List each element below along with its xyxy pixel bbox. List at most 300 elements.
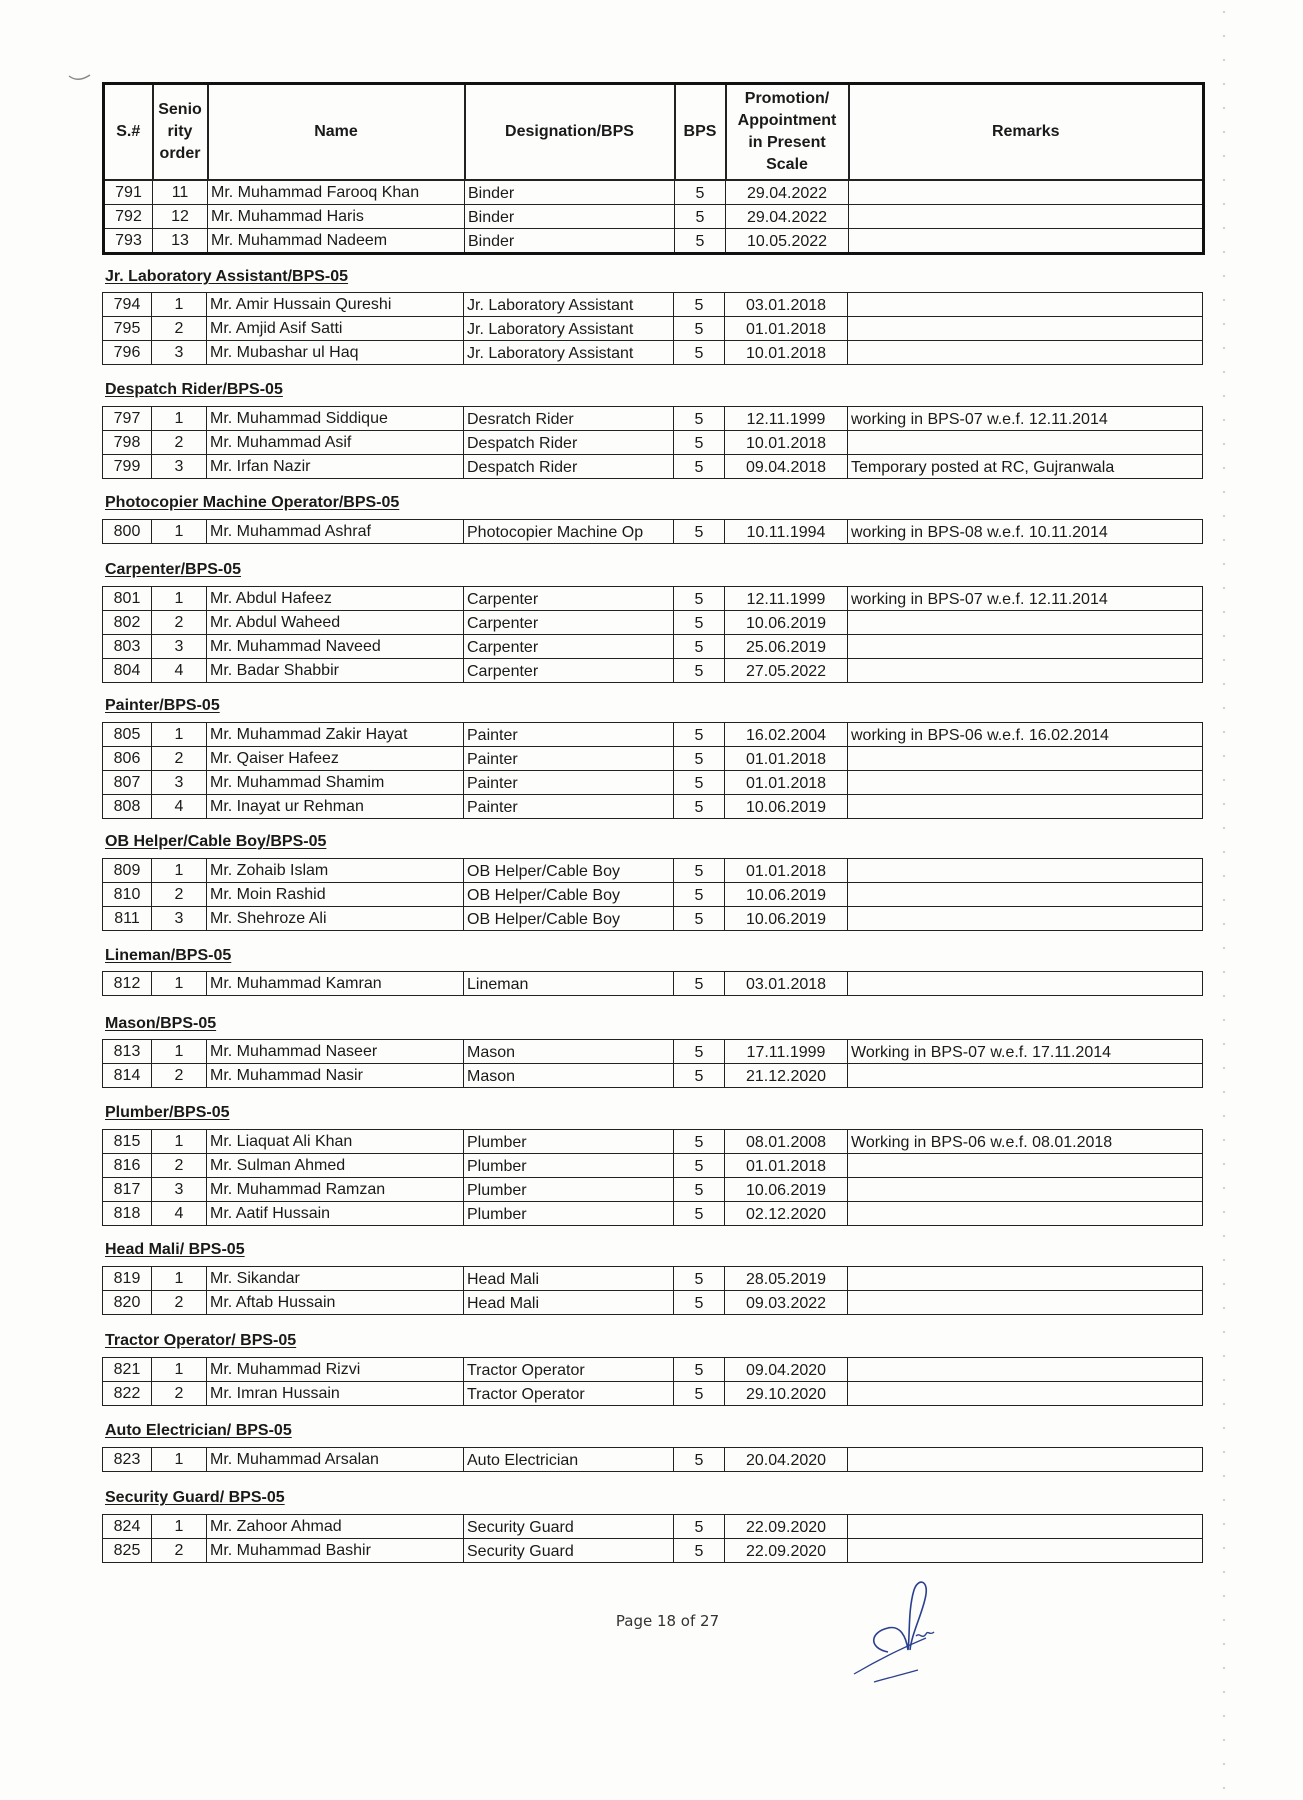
cell-designation: Security Guard <box>464 1539 674 1563</box>
cell-name: Mr. Irfan Nazir <box>207 455 464 479</box>
cell-sno: 817 <box>103 1178 152 1202</box>
table-row <box>103 1178 1203 1202</box>
cell-designation: Mason <box>464 1064 674 1088</box>
cell-seniority: 2 <box>152 611 207 635</box>
cell-name: Mr. Mubashar ul Haq <box>207 341 464 365</box>
cell-seniority: 1 <box>152 293 207 317</box>
cell-sno: 795 <box>103 317 152 341</box>
cell-date: 17.11.1999 <box>725 1040 848 1064</box>
cell-bps: 5 <box>674 1539 725 1563</box>
cell-bps: 5 <box>674 1130 725 1154</box>
table-row <box>103 1267 1203 1291</box>
table-row <box>103 407 1203 431</box>
section-table <box>102 292 1203 365</box>
cell-sno: 808 <box>103 795 152 819</box>
cell-name: Mr. Muhammad Siddique <box>207 407 464 431</box>
cell-sno: 803 <box>103 635 152 659</box>
cell-date: 10.06.2019 <box>725 1178 848 1202</box>
cell-remarks <box>848 1291 1203 1315</box>
cell-designation: Plumber <box>464 1154 674 1178</box>
cell-bps: 5 <box>674 747 725 771</box>
cell-remarks <box>849 205 1204 229</box>
cell-seniority: 3 <box>152 1178 207 1202</box>
cell-designation: Tractor Operator <box>464 1358 674 1382</box>
cell-designation: Carpenter <box>464 635 674 659</box>
cell-remarks: working in BPS-07 w.e.f. 12.11.2014 <box>848 587 1203 611</box>
cell-designation: Painter <box>464 795 674 819</box>
cell-date: 08.01.2008 <box>725 1130 848 1154</box>
cell-date: 01.01.2018 <box>725 771 848 795</box>
cell-sno: 819 <box>103 1267 152 1291</box>
cell-designation: Binder <box>465 205 675 229</box>
table-row <box>103 520 1203 544</box>
cell-date: 27.05.2022 <box>725 659 848 683</box>
scan-mark-icon <box>68 73 92 83</box>
col-header-bps: BPS <box>675 84 726 181</box>
cell-designation: Plumber <box>464 1202 674 1226</box>
cell-name: Mr. Inayat ur Rehman <box>207 795 464 819</box>
cell-bps: 5 <box>675 180 726 205</box>
cell-sno: 805 <box>103 723 152 747</box>
cell-bps: 5 <box>674 520 725 544</box>
page-footer <box>0 1612 1303 1630</box>
cell-sno: 820 <box>103 1291 152 1315</box>
cell-name: Mr. Muhammad Zakir Hayat <box>207 723 464 747</box>
cell-remarks: working in BPS-08 w.e.f. 10.11.2014 <box>848 520 1203 544</box>
cell-date: 10.06.2019 <box>725 611 848 635</box>
cell-name: Mr. Zahoor Ahmad <box>207 1515 464 1539</box>
section-title: Carpenter/BPS-05 <box>105 561 242 578</box>
cell-designation: Tractor Operator <box>464 1382 674 1406</box>
col-header-seniority <box>153 84 208 181</box>
cell-remarks <box>848 747 1203 771</box>
table-row <box>103 659 1203 683</box>
cell-seniority: 4 <box>152 795 207 819</box>
cell-remarks: Working in BPS-06 w.e.f. 08.01.2018 <box>848 1130 1203 1154</box>
cell-seniority: 3 <box>152 635 207 659</box>
cell-seniority: 1 <box>152 1448 207 1472</box>
section-title: Auto Electrician/ BPS-05 <box>105 1422 292 1439</box>
cell-seniority: 1 <box>152 1040 207 1064</box>
section-table <box>102 586 1203 683</box>
cell-designation: Despatch Rider <box>464 431 674 455</box>
cell-bps: 5 <box>674 1154 725 1178</box>
cell-name: Mr. Muhammad Kamran <box>207 972 464 996</box>
cell-date: 01.01.2018 <box>725 859 848 883</box>
cell-date: 10.01.2018 <box>725 431 848 455</box>
cell-date: 10.06.2019 <box>725 907 848 931</box>
cell-remarks <box>848 859 1203 883</box>
col-header-designation: Designation/BPS <box>465 84 675 181</box>
cell-bps: 5 <box>674 1382 725 1406</box>
cell-remarks <box>848 341 1203 365</box>
section-table <box>102 1514 1203 1563</box>
cell-remarks: Working in BPS-07 w.e.f. 17.11.2014 <box>848 1040 1203 1064</box>
cell-seniority: 1 <box>152 1358 207 1382</box>
cell-seniority: 2 <box>152 1154 207 1178</box>
cell-designation: Auto Electrician <box>464 1448 674 1472</box>
cell-name: Mr. Muhammad Nadeem <box>208 229 465 254</box>
table-row <box>103 1291 1203 1315</box>
cell-date: 01.01.2018 <box>725 1154 848 1178</box>
cell-date: 10.06.2019 <box>725 883 848 907</box>
table-row <box>104 180 1204 205</box>
cell-bps: 5 <box>674 972 725 996</box>
cell-designation: Carpenter <box>464 587 674 611</box>
cell-name: Mr. Muhammad Ramzan <box>207 1178 464 1202</box>
cell-remarks <box>848 659 1203 683</box>
cell-date: 02.12.2020 <box>725 1202 848 1226</box>
table-row <box>103 1448 1203 1472</box>
cell-sno: 816 <box>103 1154 152 1178</box>
cell-date: 20.04.2020 <box>725 1448 848 1472</box>
cell-name: Mr. Muhammad Nasir <box>207 1064 464 1088</box>
cell-bps: 5 <box>674 907 725 931</box>
cell-remarks <box>848 1178 1203 1202</box>
cell-date: 10.05.2022 <box>726 229 849 254</box>
header-row <box>104 84 1204 181</box>
col-header-promotion-line: Scale <box>766 156 808 173</box>
table-row <box>103 1515 1203 1539</box>
table-row <box>103 859 1203 883</box>
cell-seniority: 13 <box>153 229 208 254</box>
cell-bps: 5 <box>675 229 726 254</box>
cell-designation: Jr. Laboratory Assistant <box>464 317 674 341</box>
cell-date: 10.01.2018 <box>725 341 848 365</box>
cell-sno: 804 <box>103 659 152 683</box>
cell-sno: 822 <box>103 1382 152 1406</box>
table-row <box>103 1040 1203 1064</box>
cell-sno: 821 <box>103 1358 152 1382</box>
cell-designation: Painter <box>464 747 674 771</box>
cell-name: Mr. Shehroze Ali <box>207 907 464 931</box>
table-row <box>103 1358 1203 1382</box>
cell-seniority: 3 <box>152 455 207 479</box>
cell-designation: Painter <box>464 771 674 795</box>
cell-designation: Security Guard <box>464 1515 674 1539</box>
cell-remarks <box>848 611 1203 635</box>
cell-remarks <box>848 293 1203 317</box>
table-row <box>103 883 1203 907</box>
cell-name: Mr. Muhammad Haris <box>208 205 465 229</box>
scan-edge-dots <box>1222 0 1226 1800</box>
cell-remarks <box>848 317 1203 341</box>
cell-sno: 818 <box>103 1202 152 1226</box>
cell-sno: 796 <box>103 341 152 365</box>
cell-remarks <box>848 771 1203 795</box>
cell-bps: 5 <box>674 407 725 431</box>
table-row <box>103 341 1203 365</box>
cell-remarks <box>848 795 1203 819</box>
cell-remarks <box>848 635 1203 659</box>
cell-name: Mr. Aftab Hussain <box>207 1291 464 1315</box>
cell-designation: OB Helper/Cable Boy <box>464 859 674 883</box>
top-rows <box>104 180 1204 254</box>
signature-icon <box>848 1570 958 1690</box>
cell-name: Mr. Abdul Waheed <box>207 611 464 635</box>
cell-sno: 824 <box>103 1515 152 1539</box>
section-title: Lineman/BPS-05 <box>105 947 232 964</box>
cell-bps: 5 <box>674 1202 725 1226</box>
section-table <box>102 406 1203 479</box>
cell-remarks <box>848 1515 1203 1539</box>
col-header-promotion <box>726 84 849 181</box>
cell-sno: 815 <box>103 1130 152 1154</box>
cell-seniority: 2 <box>152 1064 207 1088</box>
cell-seniority: 2 <box>152 883 207 907</box>
cell-bps: 5 <box>674 859 725 883</box>
section-table <box>102 1039 1203 1088</box>
cell-remarks <box>848 883 1203 907</box>
cell-date: 29.10.2020 <box>725 1382 848 1406</box>
table-row <box>103 1154 1203 1178</box>
cell-remarks <box>848 1267 1203 1291</box>
section-table <box>102 1129 1203 1226</box>
cell-name: Mr. Sulman Ahmed <box>207 1154 464 1178</box>
cell-name: Mr. Aatif Hussain <box>207 1202 464 1226</box>
cell-name: Mr. Imran Hussain <box>207 1382 464 1406</box>
cell-date: 01.01.2018 <box>725 747 848 771</box>
cell-seniority: 1 <box>152 520 207 544</box>
cell-date: 10.06.2019 <box>725 795 848 819</box>
table-row <box>103 795 1203 819</box>
cell-sno: 800 <box>103 520 152 544</box>
cell-seniority: 3 <box>152 341 207 365</box>
table-row <box>103 771 1203 795</box>
cell-name: Mr. Sikandar <box>207 1267 464 1291</box>
cell-bps: 5 <box>674 1178 725 1202</box>
cell-date: 01.01.2018 <box>725 317 848 341</box>
cell-designation: Despatch Rider <box>464 455 674 479</box>
cell-remarks <box>848 1358 1203 1382</box>
cell-designation: Jr. Laboratory Assistant <box>464 341 674 365</box>
section-title: Head Mali/ BPS-05 <box>105 1241 245 1258</box>
cell-designation: Carpenter <box>464 659 674 683</box>
cell-date: 22.09.2020 <box>725 1539 848 1563</box>
section-table <box>102 519 1203 544</box>
cell-name: Mr. Amjid Asif Satti <box>207 317 464 341</box>
table-row <box>103 907 1203 931</box>
cell-designation: Carpenter <box>464 611 674 635</box>
cell-name: Mr. Liaquat Ali Khan <box>207 1130 464 1154</box>
cell-remarks <box>848 1539 1203 1563</box>
cell-seniority: 1 <box>152 1267 207 1291</box>
cell-bps: 5 <box>674 1064 725 1088</box>
section-table <box>102 971 1203 996</box>
cell-remarks: working in BPS-06 w.e.f. 16.02.2014 <box>848 723 1203 747</box>
cell-date: 29.04.2022 <box>726 205 849 229</box>
table-row <box>103 723 1203 747</box>
cell-designation: Photocopier Machine Op <box>464 520 674 544</box>
cell-remarks <box>849 180 1204 205</box>
cell-sno: 802 <box>103 611 152 635</box>
cell-designation: Desratch Rider <box>464 407 674 431</box>
section-title: Despatch Rider/BPS-05 <box>105 381 283 398</box>
header-table <box>102 82 1205 255</box>
col-header-sno: S.# <box>104 84 153 181</box>
cell-bps: 5 <box>674 293 725 317</box>
cell-seniority: 1 <box>152 407 207 431</box>
table-row <box>103 747 1203 771</box>
cell-date: 09.04.2018 <box>725 455 848 479</box>
cell-name: Mr. Muhammad Ashraf <box>207 520 464 544</box>
cell-remarks: Temporary posted at RC, Gujranwala <box>848 455 1203 479</box>
section-title: Plumber/BPS-05 <box>105 1104 230 1121</box>
cell-date: 21.12.2020 <box>725 1064 848 1088</box>
cell-sno: 813 <box>103 1040 152 1064</box>
cell-seniority: 1 <box>152 723 207 747</box>
cell-name: Mr. Muhammad Bashir <box>207 1539 464 1563</box>
table-row <box>103 1202 1203 1226</box>
cell-remarks <box>848 1202 1203 1226</box>
section-table <box>102 1357 1203 1406</box>
table-row <box>103 1539 1203 1563</box>
cell-sno: 794 <box>103 293 152 317</box>
cell-seniority: 4 <box>152 1202 207 1226</box>
cell-sno: 825 <box>103 1539 152 1563</box>
cell-name: Mr. Muhammad Arsalan <box>207 1448 464 1472</box>
table-row <box>103 611 1203 635</box>
cell-seniority: 1 <box>152 859 207 883</box>
cell-bps: 5 <box>674 455 725 479</box>
col-header-name: Name <box>208 84 465 181</box>
cell-name: Mr. Muhammad Naseer <box>207 1040 464 1064</box>
cell-sno: 801 <box>103 587 152 611</box>
cell-seniority: 2 <box>152 1539 207 1563</box>
cell-sno: 797 <box>103 407 152 431</box>
col-header-promotion-line: Appointment <box>737 112 837 129</box>
table-row <box>103 455 1203 479</box>
cell-seniority: 3 <box>152 907 207 931</box>
cell-date: 12.11.1999 <box>725 587 848 611</box>
cell-designation: Painter <box>464 723 674 747</box>
cell-name: Mr. Badar Shabbir <box>207 659 464 683</box>
cell-seniority: 2 <box>152 1382 207 1406</box>
cell-remarks <box>849 229 1204 254</box>
table-row <box>103 293 1203 317</box>
cell-name: Mr. Muhammad Asif <box>207 431 464 455</box>
cell-sno: 810 <box>103 883 152 907</box>
section-table <box>102 722 1203 819</box>
cell-name: Mr. Muhammad Shamim <box>207 771 464 795</box>
cell-bps: 5 <box>674 1448 725 1472</box>
cell-bps: 5 <box>674 587 725 611</box>
table-row <box>103 587 1203 611</box>
cell-date: 25.06.2019 <box>725 635 848 659</box>
cell-designation: Lineman <box>464 972 674 996</box>
col-header-seniority-line: rity <box>167 123 193 140</box>
table-row <box>103 972 1203 996</box>
col-header-promotion-line: Promotion/ <box>744 90 830 107</box>
cell-bps: 5 <box>674 883 725 907</box>
cell-bps: 5 <box>675 205 726 229</box>
section-table <box>102 858 1203 931</box>
cell-bps: 5 <box>674 431 725 455</box>
cell-date: 12.11.1999 <box>725 407 848 431</box>
cell-date: 03.01.2018 <box>725 293 848 317</box>
cell-seniority: 12 <box>153 205 208 229</box>
cell-designation: Plumber <box>464 1178 674 1202</box>
cell-seniority: 1 <box>152 1515 207 1539</box>
cell-name: Mr. Qaiser Hafeez <box>207 747 464 771</box>
cell-date: 28.05.2019 <box>725 1267 848 1291</box>
cell-bps: 5 <box>674 723 725 747</box>
cell-sno: 814 <box>103 1064 152 1088</box>
cell-sno: 792 <box>104 205 153 229</box>
cell-date: 09.04.2020 <box>725 1358 848 1382</box>
cell-remarks <box>848 431 1203 455</box>
table-row <box>104 229 1204 254</box>
cell-seniority: 2 <box>152 431 207 455</box>
cell-seniority: 1 <box>152 972 207 996</box>
cell-date: 22.09.2020 <box>725 1515 848 1539</box>
cell-remarks <box>848 1154 1203 1178</box>
table-row <box>103 431 1203 455</box>
cell-bps: 5 <box>674 1358 725 1382</box>
cell-sno: 806 <box>103 747 152 771</box>
cell-date: 16.02.2004 <box>725 723 848 747</box>
section-title: Security Guard/ BPS-05 <box>105 1489 285 1506</box>
cell-sno: 807 <box>103 771 152 795</box>
col-header-seniority-line: order <box>159 145 201 162</box>
table-row <box>103 317 1203 341</box>
section-title: Tractor Operator/ BPS-05 <box>105 1332 297 1349</box>
section-title: OB Helper/Cable Boy/BPS-05 <box>105 833 327 850</box>
cell-remarks: working in BPS-07 w.e.f. 12.11.2014 <box>848 407 1203 431</box>
cell-seniority: 2 <box>152 1291 207 1315</box>
cell-sno: 809 <box>103 859 152 883</box>
section-table <box>102 1266 1203 1315</box>
cell-date: 10.11.1994 <box>725 520 848 544</box>
cell-remarks <box>848 972 1203 996</box>
cell-sno: 798 <box>103 431 152 455</box>
cell-seniority: 2 <box>152 317 207 341</box>
cell-name: Mr. Amir Hussain Qureshi <box>207 293 464 317</box>
cell-designation: Head Mali <box>464 1267 674 1291</box>
cell-bps: 5 <box>674 1515 725 1539</box>
cell-name: Mr. Moin Rashid <box>207 883 464 907</box>
cell-date: 03.01.2018 <box>725 972 848 996</box>
section-title: Mason/BPS-05 <box>105 1015 217 1032</box>
page-number: Page 18 of 27 <box>615 1612 720 1630</box>
table-row <box>104 205 1204 229</box>
cell-bps: 5 <box>674 1291 725 1315</box>
cell-name: Mr. Abdul Hafeez <box>207 587 464 611</box>
cell-bps: 5 <box>674 659 725 683</box>
col-header-remarks: Remarks <box>849 84 1204 181</box>
cell-name: Mr. Muhammad Naveed <box>207 635 464 659</box>
cell-bps: 5 <box>674 1267 725 1291</box>
cell-name: Mr. Muhammad Rizvi <box>207 1358 464 1382</box>
cell-bps: 5 <box>674 1040 725 1064</box>
col-header-promotion-line: in Present <box>748 134 826 151</box>
cell-sno: 811 <box>103 907 152 931</box>
cell-bps: 5 <box>674 795 725 819</box>
cell-date: 29.04.2022 <box>726 180 849 205</box>
table-row <box>103 1382 1203 1406</box>
cell-designation: Plumber <box>464 1130 674 1154</box>
cell-seniority: 4 <box>152 659 207 683</box>
table-row <box>103 635 1203 659</box>
cell-bps: 5 <box>674 771 725 795</box>
cell-seniority: 3 <box>152 771 207 795</box>
cell-designation: Binder <box>465 180 675 205</box>
cell-remarks <box>848 1382 1203 1406</box>
cell-designation: OB Helper/Cable Boy <box>464 907 674 931</box>
cell-remarks <box>848 1064 1203 1088</box>
col-header-seniority-line: Senio <box>158 101 202 118</box>
cell-seniority: 1 <box>152 587 207 611</box>
